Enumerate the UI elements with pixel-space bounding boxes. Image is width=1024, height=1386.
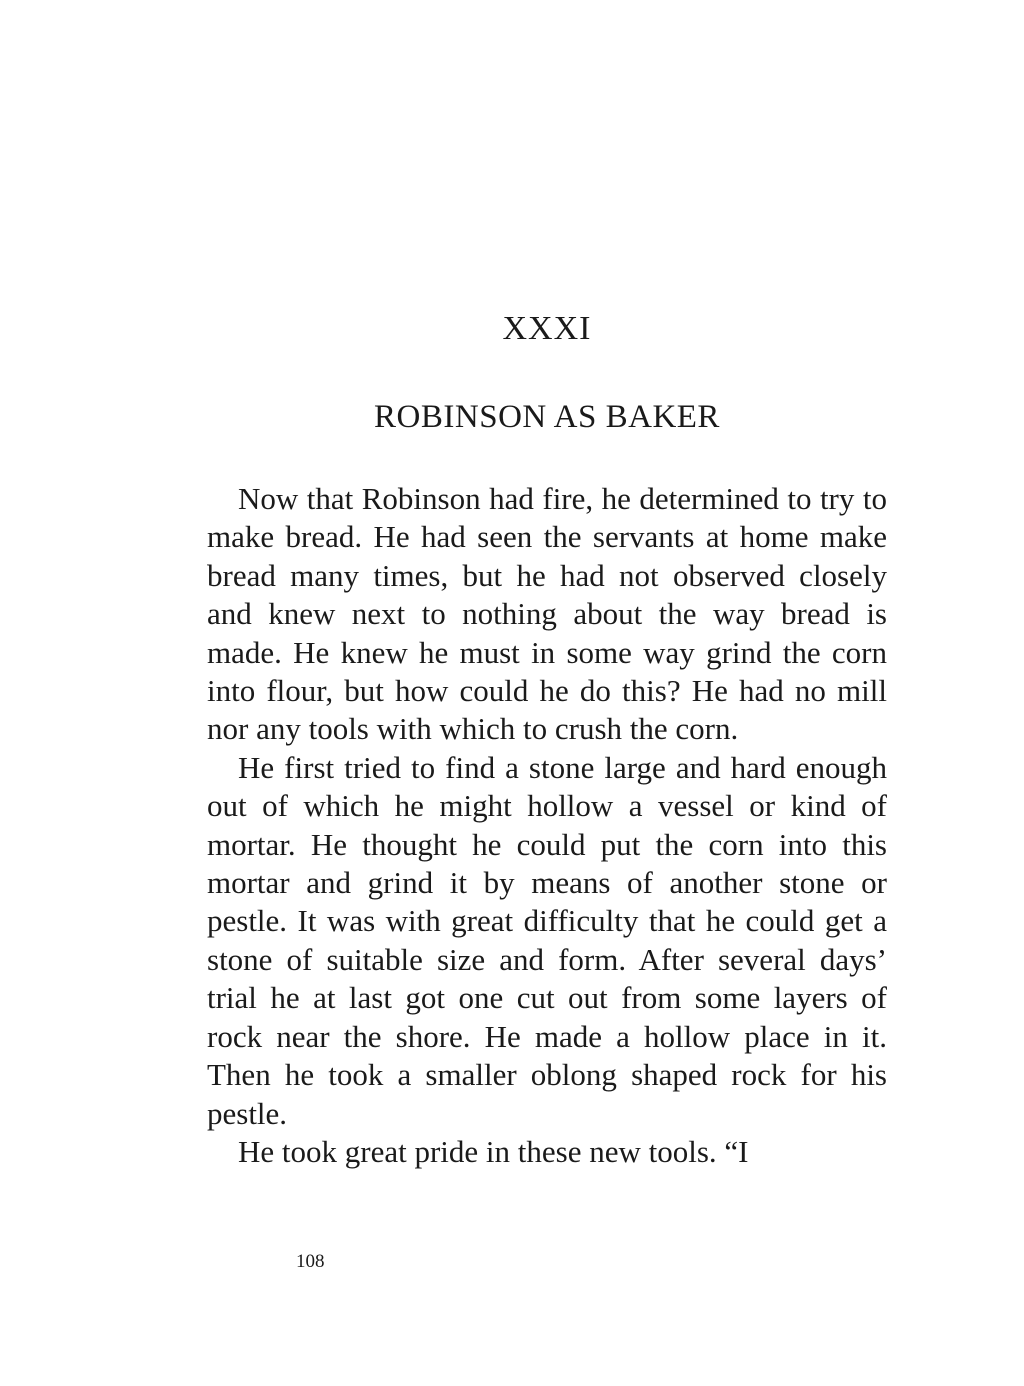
chapter-body: [207, 480, 887, 1171]
paragraph-2: He first tried to find a stone large and hard enough out of which he might hollow a vessel or kind of mortar. He thought he could put the corn into this mortar and grind it by means of another stone or pestle. It was with great difficulty that he could get a stone of suitable size and form. After several days’ trial he at last got one cut out from some layers of rock near the shore. He made a hollow place in it. Then he took a smaller oblong shaped rock for his pestle.: [207, 749, 887, 1131]
paragraph-1: Now that Robinson had fire, he determined to try to make bread. He had seen the servants at home make bread many times, but he had not observed closely and knew next to nothing about the way bread is made. He knew he must in some way grind the corn into flour, but how could he do this? He had no mill nor any tools with which to crush the corn.: [207, 481, 887, 747]
chapter-title: ROBINSON AS BAKER: [374, 399, 720, 435]
chapter-number: XXXI: [502, 310, 592, 347]
page-number: 108: [296, 1251, 325, 1272]
paragraph-3: He took great pride in these new tools. “I: [238, 1133, 749, 1169]
